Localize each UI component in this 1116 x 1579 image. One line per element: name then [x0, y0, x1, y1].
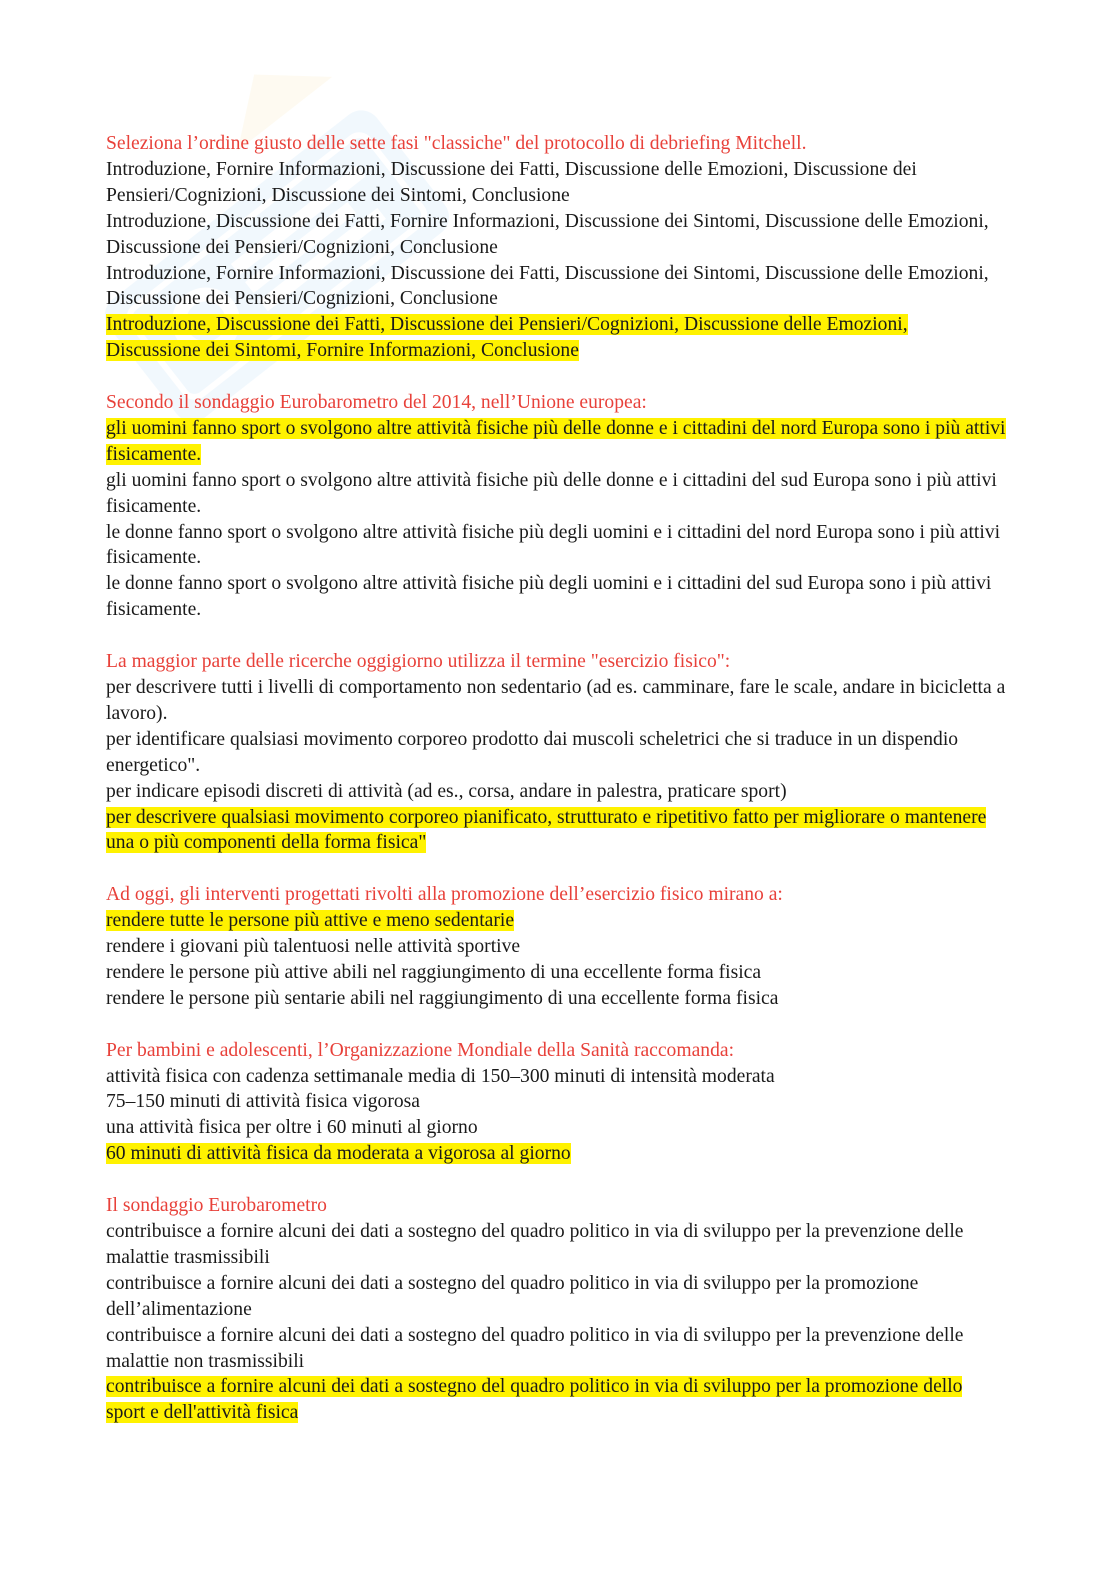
question-text: Ad oggi, gli interventi progettati rivolti alla promozione dell’esercizio fisico mirano a:	[106, 884, 783, 906]
answer-text: 75–150 minuti di attività fisica vigorosa	[106, 1091, 420, 1113]
answer-text: Introduzione, Discussione dei Fatti, Fornire Informazioni, Discussione dei Sintomi, Discussione delle Emozioni, Discussione dei Pensieri/Cognizioni, Conclusione	[106, 210, 989, 258]
answer-text: rendere le persone più attive abili nel raggiungimento di una eccellente forma fisica	[106, 961, 762, 983]
answer-text: 60 minuti di attività fisica da moderata a vigorosa al giorno	[106, 1143, 571, 1165]
answer-text: una attività fisica per oltre i 60 minuti al giorno	[106, 1117, 478, 1139]
answer-text: contribuisce a fornire alcuni dei dati a sostegno del quadro politico in via di sviluppo per la promozione dell’alimentazione	[106, 1272, 919, 1320]
answer-text: contribuisce a fornire alcuni dei dati a sostegno del quadro politico in via di sviluppo per la prevenzione delle malattie non trasmissibili	[106, 1324, 964, 1372]
answer-option-correct	[106, 312, 1006, 364]
answer-text: Introduzione, Fornire Informazioni, Discussione dei Fatti, Discussione delle Emozioni, Discussione dei Pensieri/Cognizioni, Discussione dei Sintomi, Conclusione	[106, 158, 917, 206]
answer-option	[106, 960, 1006, 986]
answer-option-correct	[106, 1374, 1006, 1426]
answer-option-correct	[106, 1141, 1006, 1167]
answer-text: rendere tutte le persone più attive e meno sedentarie	[106, 910, 515, 932]
answer-option	[106, 727, 1006, 779]
answer-text: rendere le persone più sentarie abili nel raggiungimento di una eccellente forma fisica	[106, 987, 779, 1009]
answer-text: per descrivere qualsiasi movimento corporeo pianificato, strutturato e ripetitivo fatto per migliorare o mantenere una o più componenti della forma fisica"	[106, 806, 987, 854]
answer-option	[106, 1323, 1006, 1375]
answer-text: rendere i giovani più talentuosi nelle attività sportive	[106, 936, 521, 958]
question-text: La maggior parte delle ricerche oggigiorno utilizza il termine "esercizio fisico":	[106, 651, 731, 673]
answer-option	[106, 675, 1006, 727]
answer-option	[106, 1115, 1006, 1141]
document-body	[106, 131, 1006, 1426]
answer-text: gli uomini fanno sport o svolgono altre attività fisiche più delle donne e i cittadini del nord Europa sono i più attivi fisicamente.	[106, 417, 1006, 465]
answer-option	[106, 468, 1006, 520]
answer-option	[106, 1089, 1006, 1115]
answer-option-correct	[106, 805, 1006, 857]
question-block	[106, 649, 1006, 856]
answer-text: contribuisce a fornire alcuni dei dati a sostegno del quadro politico in via di sviluppo per la promozione dello sport e dell'attività fisica	[106, 1376, 963, 1424]
question-text: Secondo il sondaggio Eurobarometro del 2014, nell’Unione europea:	[106, 392, 647, 414]
answer-text: le donne fanno sport o svolgono altre attività fisiche più degli uomini e i cittadini del sud Europa sono i più attivi fisicamente.	[106, 573, 992, 621]
answer-option	[106, 209, 1006, 261]
answer-option	[106, 1219, 1006, 1271]
answer-text: attività fisica con cadenza settimanale media di 150–300 minuti di intensità moderata	[106, 1065, 775, 1087]
answer-option-correct	[106, 416, 1006, 468]
answer-text: le donne fanno sport o svolgono altre attività fisiche più degli uomini e i cittadini del nord Europa sono i più attivi fisicamente.	[106, 521, 1001, 569]
question-text: Per bambini e adolescenti, l’Organizzazione Mondiale della Sanità raccomanda:	[106, 1039, 735, 1061]
answer-text: per descrivere tutti i livelli di comportamento non sedentario (ad es. camminare, fare le scale, andare in bicicletta a lavoro).	[106, 677, 1006, 724]
answer-option	[106, 261, 1006, 313]
question-block	[106, 882, 1006, 1012]
answer-option	[106, 934, 1006, 960]
answer-option	[106, 1271, 1006, 1323]
answer-text: per identificare qualsiasi movimento corporeo prodotto dai muscoli scheletrici che si traduce in un dispendio energetico".	[106, 728, 959, 776]
question-block	[106, 390, 1006, 623]
answer-text: gli uomini fanno sport o svolgono altre attività fisiche più delle donne e i cittadini del sud Europa sono i più attivi fisicamente.	[106, 469, 997, 517]
answer-option	[106, 779, 1006, 805]
answer-text: Introduzione, Fornire Informazioni, Discussione dei Fatti, Discussione dei Sintomi, Discussione delle Emozioni, Discussione dei Pensieri/Cognizioni, Conclusione	[106, 262, 989, 310]
question-text: Seleziona l’ordine giusto delle sette fasi "classiche" del protocollo di debriefing Mitchell.	[106, 133, 807, 154]
answer-text: Introduzione, Discussione dei Fatti, Discussione dei Pensieri/Cognizioni, Discussione delle Emozioni, Discussione dei Sintomi, Fornire Informazioni, Conclusione	[106, 314, 908, 362]
answer-text: contribuisce a fornire alcuni dei dati a sostegno del quadro politico in via di sviluppo per la prevenzione delle malattie trasmissibili	[106, 1220, 964, 1268]
question-text: Il sondaggio Eurobarometro	[106, 1195, 327, 1217]
question-block	[106, 1038, 1006, 1168]
answer-option	[106, 986, 1006, 1012]
answer-option	[106, 1064, 1006, 1090]
answer-option	[106, 157, 1006, 209]
answer-option-correct	[106, 908, 1006, 934]
question-block	[106, 1193, 1006, 1426]
answer-option	[106, 520, 1006, 572]
question-block	[106, 131, 1006, 364]
answer-text: per indicare episodi discreti di attività (ad es., corsa, andare in palestra, praticare sport)	[106, 780, 787, 802]
answer-option	[106, 571, 1006, 623]
